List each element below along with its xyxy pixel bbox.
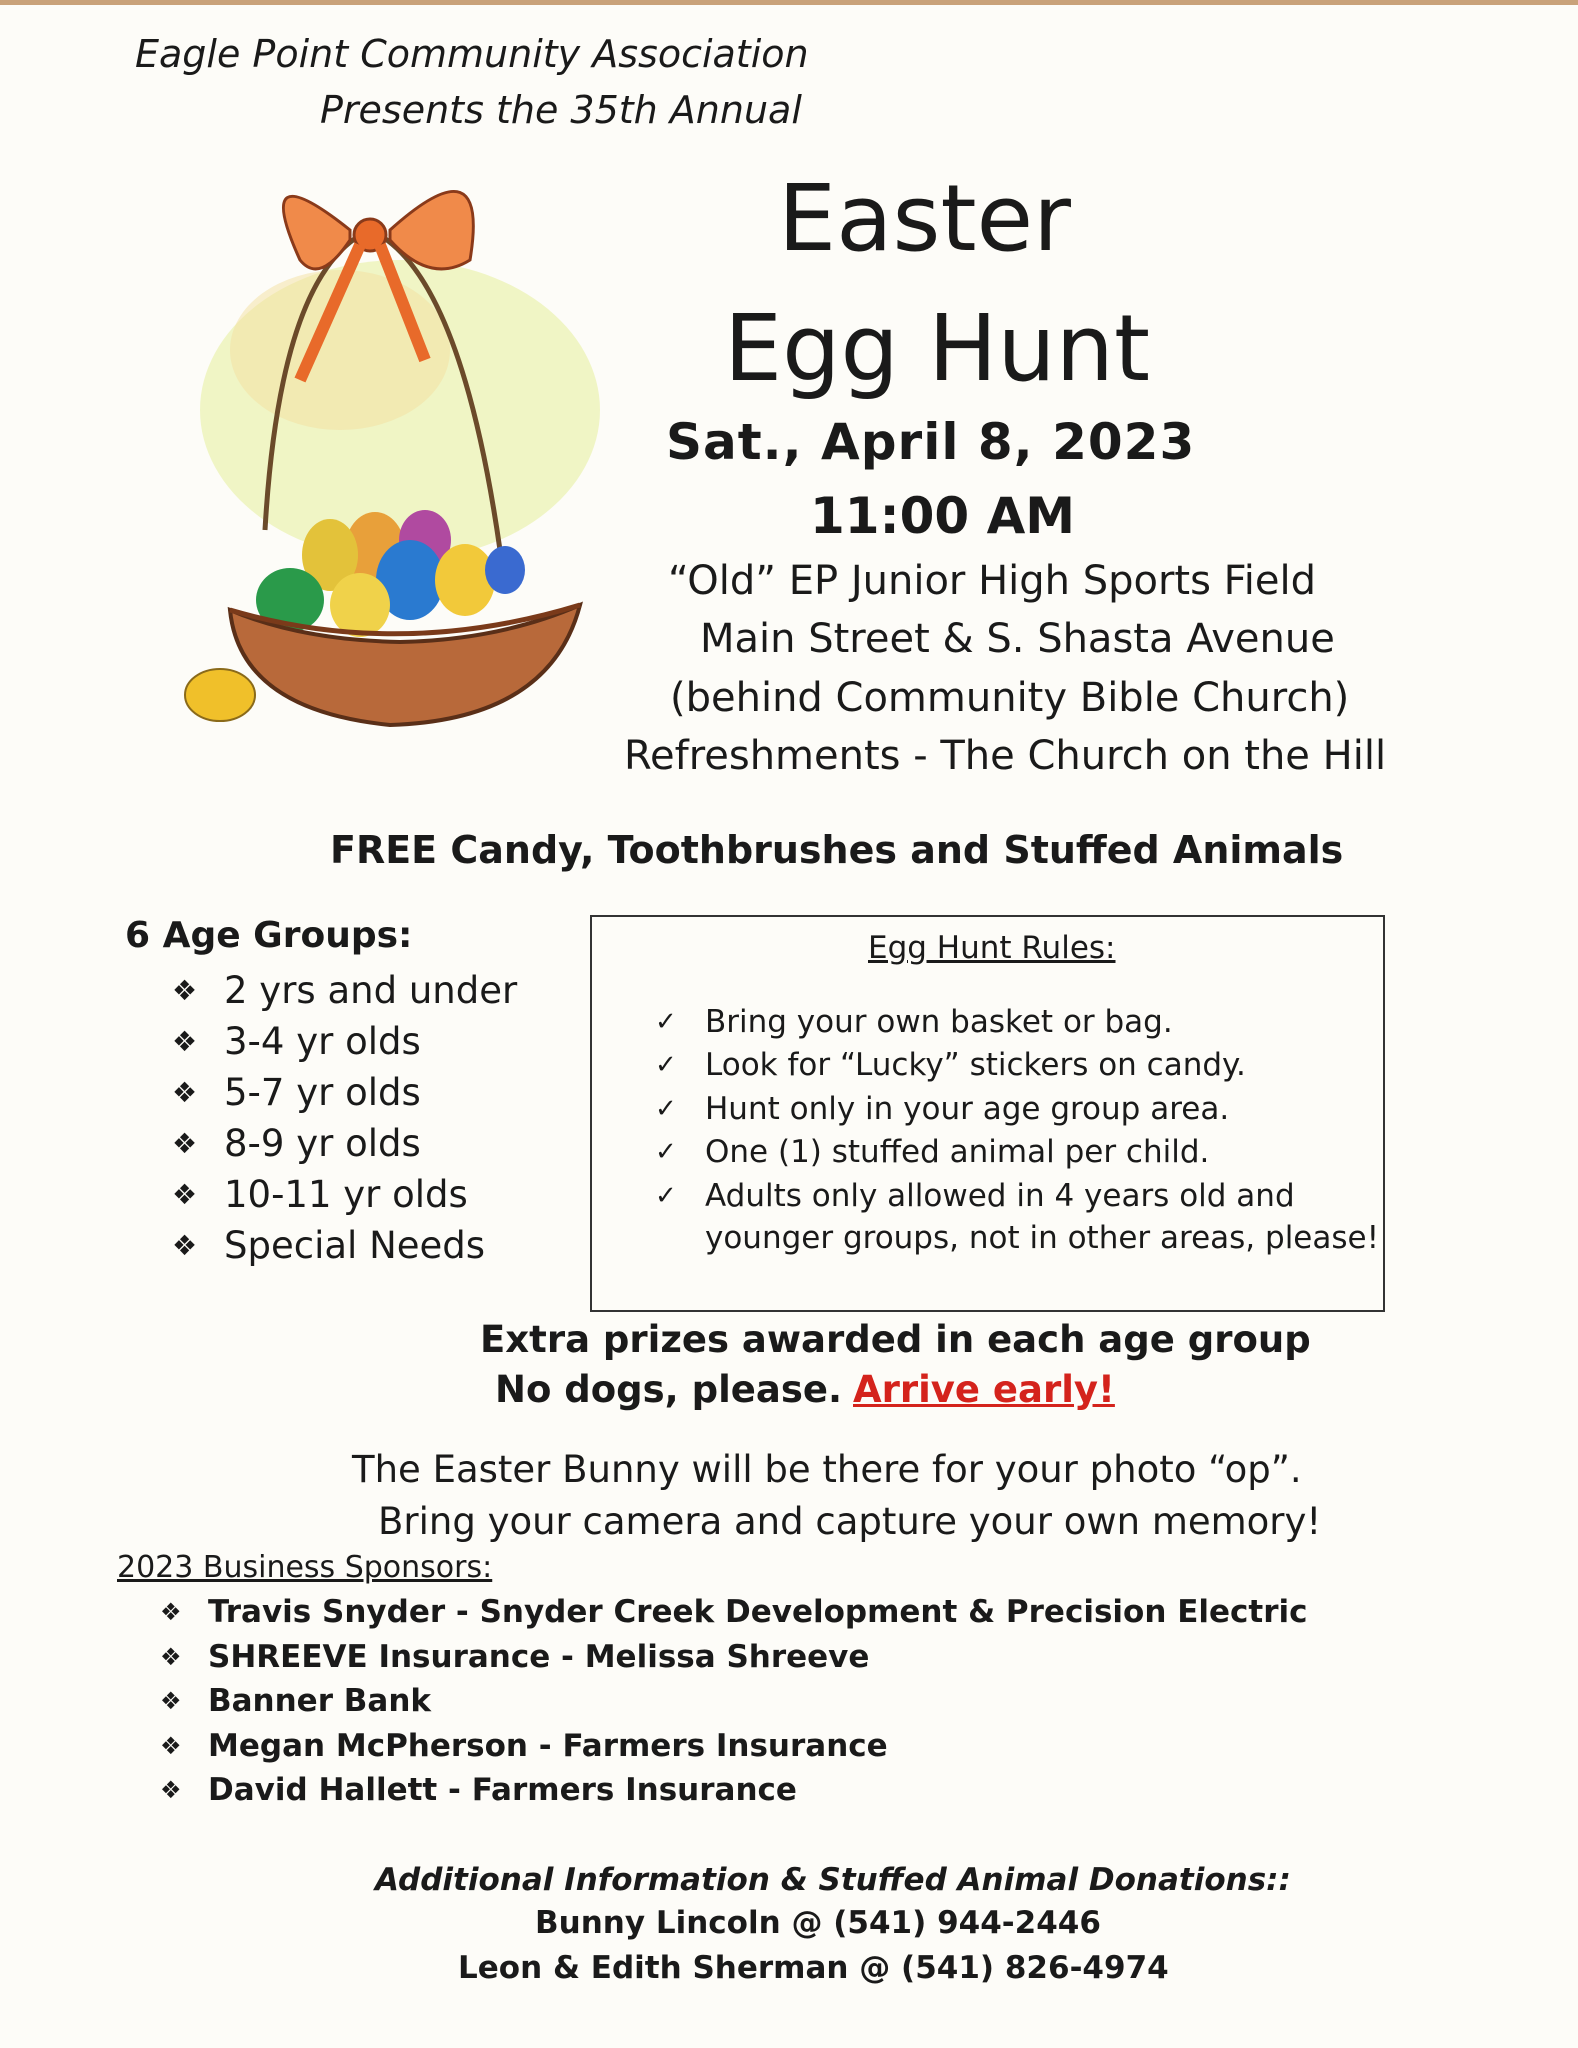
list-item: ❖ David Hallett - Farmers Insurance — [160, 1772, 797, 1809]
diamond-bullet-icon: ❖ — [172, 974, 198, 1007]
contact-line: Bunny Lincoln @ (541) 944-2446 — [535, 1905, 1101, 1941]
list-item: ❖ 5-7 yr olds — [172, 1071, 421, 1114]
arrive-early-text: Arrive early! — [853, 1368, 1115, 1411]
diamond-bullet-icon: ❖ — [172, 1178, 198, 1211]
contact-line: Leon & Edith Sherman @ (541) 826-4974 — [458, 1950, 1169, 1986]
rules-list — [655, 1000, 1295, 1218]
location-line: Refreshments - The Church on the Hill — [624, 733, 1387, 779]
contact-title: Additional Information & Stuffed Animal Donations:: — [375, 1862, 1291, 1898]
sponsors-title: 2023 Business Sponsors: — [117, 1550, 493, 1585]
diamond-bullet-icon: ❖ — [172, 1076, 198, 1109]
presents-line: Presents the 35th Annual — [320, 88, 802, 132]
diamond-bullet-icon: ❖ — [172, 1229, 198, 1262]
list-item: ✓ Look for “Lucky” stickers on candy. — [655, 1047, 1246, 1084]
title-egg-hunt: Egg Hunt — [724, 295, 1151, 402]
title-easter: Easter — [778, 165, 1071, 272]
checkmark-icon: ✓ — [655, 1180, 677, 1211]
diamond-bullet-icon: ❖ — [160, 1776, 182, 1805]
list-item: ✓ Adults only allowed in 4 years old and — [655, 1177, 1295, 1214]
organizer-name: Eagle Point Community Association — [135, 32, 809, 76]
list-item: ✓ One (1) stuffed animal per child. — [655, 1134, 1210, 1171]
diamond-bullet-icon: ❖ — [160, 1598, 182, 1627]
list-item: ❖ 2 yrs and under — [172, 969, 518, 1012]
checkmark-icon: ✓ — [655, 1050, 677, 1081]
no-dogs-line: No dogs, please. — [495, 1368, 843, 1411]
free-items-line: FREE Candy, Toothbrushes and Stuffed Animals — [330, 828, 1344, 872]
list-item: ❖ 10-11 yr olds — [172, 1173, 468, 1216]
list-item: ❖ SHREEVE Insurance - Melissa Shreeve — [160, 1638, 870, 1675]
list-item: ✓ Bring your own basket or bag. — [655, 1003, 1173, 1040]
diamond-bullet-icon: ❖ — [172, 1127, 198, 1160]
diamond-bullet-icon: ❖ — [160, 1731, 182, 1760]
rules-continuation: younger groups, not in other areas, please! — [705, 1220, 1380, 1256]
diamond-bullet-icon: ❖ — [160, 1642, 182, 1671]
bunny-camera-line: Bring your camera and capture your own memory! — [378, 1500, 1322, 1543]
diamond-bullet-icon: ❖ — [172, 1025, 198, 1058]
location-line: Main Street & S. Shasta Avenue — [700, 616, 1335, 662]
diamond-bullet-icon: ❖ — [160, 1687, 182, 1716]
event-date: Sat., April 8, 2023 — [666, 413, 1196, 471]
prizes-line: Extra prizes awarded in each age group — [480, 1318, 1311, 1361]
age-groups-list — [172, 965, 517, 1271]
list-item: ✓ Hunt only in your age group area. — [655, 1090, 1230, 1127]
rules-title: Egg Hunt Rules: — [868, 930, 1116, 966]
bunny-photo-line: The Easter Bunny will be there for your photo “op”. — [352, 1448, 1302, 1491]
location-line: (behind Community Bible Church) — [670, 675, 1350, 721]
list-item: ❖ 8-9 yr olds — [172, 1122, 421, 1165]
checkmark-icon: ✓ — [655, 1093, 677, 1124]
checkmark-icon: ✓ — [655, 1137, 677, 1168]
list-item: ❖ 3-4 yr olds — [172, 1020, 421, 1063]
list-item: ❖ Banner Bank — [160, 1683, 432, 1720]
checkmark-icon: ✓ — [655, 1006, 677, 1037]
list-item: ❖ Travis Snyder - Snyder Creek Development & Precision Electric — [160, 1594, 1308, 1631]
age-groups-title: 6 Age Groups: — [125, 915, 413, 956]
easter-basket-illustration — [170, 150, 650, 740]
sponsors-list — [160, 1590, 1308, 1813]
top-border — [0, 0, 1578, 5]
list-item: ❖ Megan McPherson - Farmers Insurance — [160, 1727, 888, 1764]
location-line: “Old” EP Junior High Sports Field — [668, 558, 1316, 604]
event-time: 11:00 AM — [810, 487, 1076, 545]
list-item: ❖ Special Needs — [172, 1224, 486, 1267]
